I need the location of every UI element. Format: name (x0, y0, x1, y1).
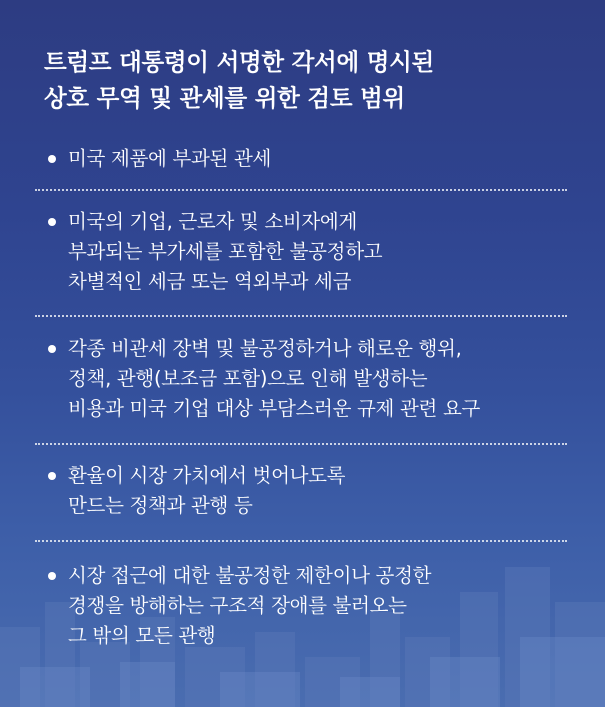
title-line: 상호 무역 및 관세를 위한 검토 범위 (44, 84, 405, 112)
bullet-dot-icon (48, 218, 56, 226)
list-item-line: 시장 접근에 대한 불공정한 제한이나 공정한 (68, 564, 432, 587)
list-item-text (68, 144, 588, 174)
page-title (44, 44, 584, 116)
dotted-divider (35, 189, 567, 191)
list-item-text (68, 207, 588, 297)
dotted-divider (35, 315, 567, 317)
list-item-line: 그 밖의 모든 관행 (68, 624, 216, 647)
bullet-dot-icon (48, 155, 56, 163)
list-item-line: 비용과 미국 기업 대상 부담스러운 규제 관련 요구 (68, 397, 481, 420)
bullet-dot-icon (48, 572, 56, 580)
list-item-line: 각종 비관세 장벽 및 불공정하거나 해로운 행위, (68, 337, 462, 360)
list-item-line: 만드는 정책과 관행 등 (68, 494, 253, 517)
bullet-dot-icon (48, 472, 56, 480)
list-item-line: 경쟁을 방해하는 구조적 장애를 불러오는 (68, 594, 407, 617)
title-line: 트럼프 대통령이 서명한 각서에 명시된 (44, 48, 434, 76)
list-item-line: 부과되는 부가세를 포함한 불공정하고 (68, 240, 383, 263)
dotted-divider (35, 540, 567, 542)
list-item-line: 차별적인 세금 또는 역외부과 세금 (68, 270, 352, 293)
bullet-dot-icon (48, 345, 56, 353)
list-item-line: 정책, 관행(보조금 포함)으로 인해 발생하는 (68, 367, 428, 390)
list-item-line: 미국 제품에 부과된 관세 (68, 147, 272, 170)
list-item-line: 미국의 기업, 근로자 및 소비자에게 (68, 210, 358, 233)
dotted-divider (35, 443, 567, 445)
list-item-text (68, 334, 588, 424)
list-item-text (68, 561, 588, 651)
list-item-text (68, 461, 588, 521)
list-item-line: 환율이 시장 가치에서 벗어나도록 (68, 464, 346, 487)
